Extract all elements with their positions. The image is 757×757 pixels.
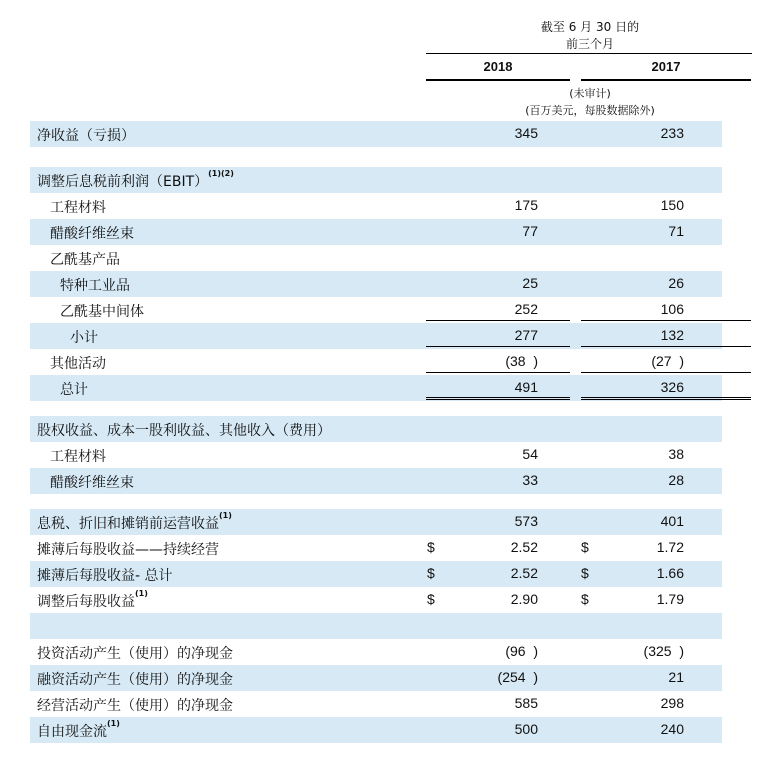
row-label: 自由现金流$^{(1)}$ — [37, 719, 120, 740]
table-row — [30, 442, 722, 468]
dollar-sign-2018: $ — [427, 539, 435, 555]
row-label: 乙酰基产品 — [50, 252, 120, 268]
row-label: 小计 — [70, 330, 98, 346]
table-row-spacer — [30, 613, 722, 639]
table-row — [30, 717, 722, 743]
row-label: 经营活动产生（使用）的净现金 — [37, 698, 233, 714]
period-heading-line1: 截至 6 月 30 日的 — [540, 20, 640, 34]
value-2018: 500 — [514, 721, 538, 737]
period-heading-line2: 前三个月 — [565, 37, 614, 51]
row-label: 股权收益、成本一股利收益、其他收入（费用） — [37, 423, 331, 439]
row-label: 摊薄后每股收益- 总计 — [37, 568, 173, 584]
total-double-rule-2018 — [426, 397, 570, 403]
row-label: 调整后息税前利润（EBIT）$^{(1)(2)}$ — [37, 169, 234, 190]
value-2017: 106 — [660, 301, 684, 317]
row-label: 其他活动 — [50, 356, 106, 372]
value-2017: 28 — [668, 472, 684, 488]
value-2018: 175 — [514, 197, 538, 213]
table-row — [30, 245, 722, 271]
footnote-marker: (1) — [107, 719, 120, 728]
value-2017: 298 — [660, 695, 684, 711]
subtotal-rule-2017 — [581, 320, 751, 321]
value-2017: 1.72 — [656, 539, 684, 555]
row-label: 投资活动产生（使用）的净现金 — [37, 646, 233, 662]
table-row — [30, 587, 722, 613]
footnote-marker: (1) — [135, 589, 148, 598]
value-2017: (27 ) — [651, 353, 684, 369]
row-label: 醋酸纤维丝束 — [50, 226, 134, 242]
table-row — [30, 509, 722, 535]
row-label: 息税、折旧和摊销前运营收益$^{(1)}$ — [37, 511, 232, 532]
table-row — [30, 219, 722, 245]
value-2017: 132 — [660, 327, 684, 343]
value-2018: 2.52 — [510, 539, 538, 555]
row-label: 醋酸纤维丝束 — [50, 475, 134, 491]
dollar-sign-2018: $ — [427, 591, 435, 607]
value-2017: 326 — [660, 379, 684, 395]
table-row — [30, 665, 722, 691]
table-row — [30, 535, 722, 561]
value-2017: 150 — [660, 197, 684, 213]
value-2018: 345 — [514, 125, 538, 141]
year-2018-heading: 2018 — [483, 59, 513, 74]
units-note: (百万美元，每股数据除外) — [525, 104, 655, 117]
value-2018: 54 — [522, 446, 538, 462]
value-2017: 233 — [660, 125, 684, 141]
year-rule-2017 — [581, 79, 751, 81]
value-2018: 277 — [514, 327, 538, 343]
subtotal-bottom-rule-2017 — [581, 346, 751, 347]
value-2018: 573 — [514, 513, 538, 529]
table-row — [30, 691, 722, 717]
value-2017: 21 — [668, 669, 684, 685]
table-row — [30, 121, 722, 147]
row-label: 工程材料 — [50, 449, 106, 465]
table-row — [30, 416, 722, 442]
dollar-sign-2017: $ — [581, 565, 589, 581]
year-rule-2018 — [426, 79, 570, 81]
row-label: 特种工业品 — [60, 278, 130, 294]
row-label: 摊薄后每股收益——持续经营 — [37, 542, 219, 558]
value-2018: 33 — [522, 472, 538, 488]
value-2017: 71 — [668, 223, 684, 239]
row-label: 工程材料 — [50, 200, 106, 216]
dollar-sign-2017: $ — [581, 591, 589, 607]
table-row — [30, 167, 722, 193]
value-2018: 585 — [514, 695, 538, 711]
value-2018: 25 — [522, 275, 538, 291]
value-2018: 252 — [514, 301, 538, 317]
header-top-rule — [426, 53, 752, 54]
subtotal-rule-2018 — [426, 320, 570, 321]
value-2018: (38 ) — [505, 353, 538, 369]
row-label: 乙酰基中间体 — [60, 304, 144, 320]
unaudited-note: (未审计) — [569, 87, 611, 100]
dollar-sign-2018: $ — [427, 565, 435, 581]
value-2017: 1.79 — [656, 591, 684, 607]
value-2018: 2.90 — [510, 591, 538, 607]
row-label: 调整后每股收益$^{(1)}$ — [37, 589, 148, 610]
table-row — [30, 639, 722, 665]
dollar-sign-2017: $ — [581, 539, 589, 555]
value-2018: 2.52 — [510, 565, 538, 581]
table-row — [30, 271, 722, 297]
value-2017: (325 ) — [643, 643, 684, 659]
subtotal-bottom-rule-2018 — [426, 346, 570, 347]
footnote-marker: (1) — [219, 511, 232, 520]
value-2017: 240 — [660, 721, 684, 737]
table-row — [30, 193, 722, 219]
year-2017-heading: 2017 — [651, 59, 681, 74]
table-row — [30, 561, 722, 587]
value-2018: 77 — [522, 223, 538, 239]
value-2017: 26 — [668, 275, 684, 291]
footnote-marker: (1)(2) — [208, 169, 234, 178]
value-2017: 401 — [660, 513, 684, 529]
total-top-rule-2017 — [581, 372, 751, 373]
total-top-rule-2018 — [426, 372, 570, 373]
value-2018: (254 ) — [497, 669, 538, 685]
value-2018: 491 — [514, 379, 538, 395]
value-2017: 1.66 — [656, 565, 684, 581]
row-label: 融资活动产生（使用）的净现金 — [37, 672, 233, 688]
value-2017: 38 — [668, 446, 684, 462]
row-label: 净收益（亏损） — [37, 128, 135, 144]
total-double-rule-2017 — [581, 397, 751, 403]
table-row — [30, 468, 722, 494]
row-label: 总计 — [60, 382, 88, 398]
value-2018: (96 ) — [505, 643, 538, 659]
